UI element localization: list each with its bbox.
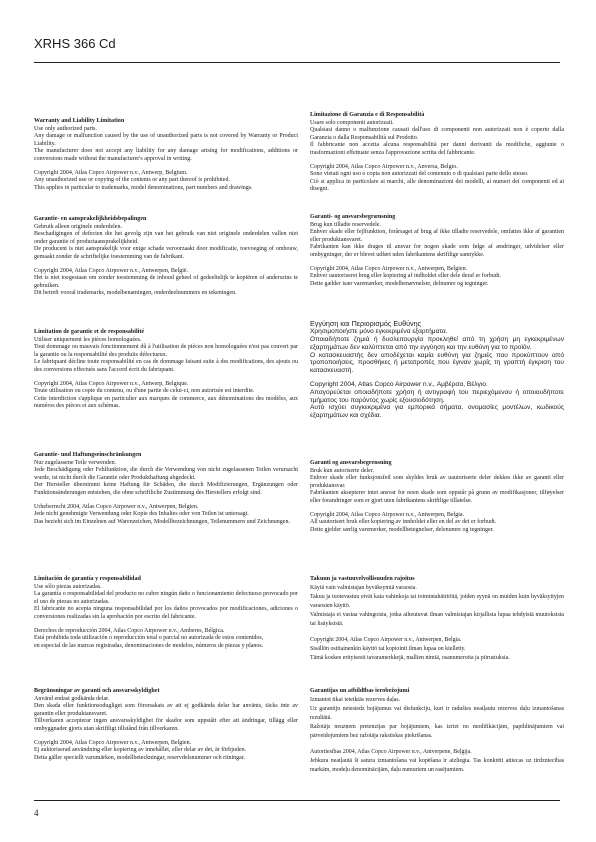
- section-paragraph: De producent is niet aansprakelijk voor enige schade veroorzaakt door modificatie, toevoeging of ombouw, gemaakt zonder de schriftelijke toestemming van de fabrikant.: [34, 246, 298, 260]
- section-paragraph: Valmistaja ei vastaa vahingoista, jotka aiheutuvat ilman valmistajan kirjallista lupaa tehdyistä muutoksista tai lisäyksistä.: [310, 612, 564, 628]
- section-title: Garanti- og ansvarsbegrænsning: [310, 214, 396, 220]
- section-paragraph: Any unauthorized use or copying of the contents or any part thereof is prohibited.: [34, 177, 230, 184]
- header-rule: [34, 62, 560, 63]
- section-paragraph: All uautorisert bruk eller kopiering av innholdet eller en del av det er forbudt.: [310, 519, 497, 526]
- section-paragraph: Copyright 2004, Atlas Copco Airpower n.v., Antwerpen, Belgien.: [34, 739, 192, 746]
- section-paragraph: Copyright 2004, Atlas Copco Airpower n.v., Antwerp, Belgique.: [34, 380, 189, 387]
- warranty-section-es: [34, 576, 298, 650]
- section-paragraph: Dette gælder især varemærker, modelbenævnelser, delnumre og tegninger.: [310, 280, 489, 287]
- section-paragraph: Uz garantiju neiesiedz bojājumus vai disfunkciju, kuri ir radušies neatļautu rezerves daļu izmantošanas rezultātā.: [310, 705, 564, 721]
- section-paragraph: Qualsiasi danno o malfunzione causati dall'uso di componenti non autorizzati non è coperto dalla Garanzia o dalla Responsabilità sul Prodotto.: [310, 127, 564, 141]
- section-paragraph: Está prohibida toda utilización o reproducción total o parcial no autorizada de estos contenidos,: [34, 635, 264, 642]
- section-title: Εγγύηση και Περιορισμός Ευθύνης: [310, 319, 422, 328]
- section-paragraph: Use only authorized parts.: [34, 125, 97, 132]
- section-paragraph: Le fabriquant décline toute responsabilité en cas de dommage faisant suite à des modifications, des ajouts ou des conversions effectués sans l'accord écrit du fabriquant.: [34, 359, 298, 373]
- section-paragraph: en especial de las marcas registradas, denominaciones de modelos, números de piezas y planos.: [34, 642, 264, 649]
- section-paragraph: El fabricante no acepta ninguna responsabilidad por los daños provocados por modificaciones, adiciones o conversiones realizadas sin la aprobación por escrito del fabricante.: [34, 606, 298, 620]
- section-paragraph: Sisällön osittainenkin käyttö tai kopiointi ilman lupaa on kielletty.: [310, 645, 466, 652]
- section-paragraph: Ο κατασκευαστής δεν αποδέχεται καμία ευθύνη για ζημιές που προκύπτουν από τροποποιήσεις, προσθήκες ή μετατροπές που έγιναν χωρίς τη γραπτή έγκριση του κατασκευαστή.: [310, 351, 564, 375]
- warranty-section-de: [34, 452, 298, 526]
- page-number: 4: [34, 808, 39, 818]
- section-paragraph: Gebruik alleen originele onderdelen.: [34, 223, 122, 230]
- section-paragraph: Sono vietati ogni uso o copia non autorizzati del contenuto o di qualsiasi parte dello stesso.: [310, 171, 529, 178]
- section-paragraph: Den skada eller funktionsodugliget som förorsakats av att ej godkända delar har använts, täcks inte av garantin eller produktansvaret.: [34, 703, 298, 717]
- section-paragraph: Takuu ja tuotevastuu eivät kata vahinkoja tai toimintahäiriöitä, joiden syynä on muiden kuin hyväksyttyjen varaosien käyttö.: [310, 593, 564, 609]
- section-paragraph: Utiliser uniquement les pièces homologuées.: [34, 336, 142, 343]
- section-paragraph: Απαγορεύεται οποιαδήποτε χρήση ή αντιγραφή του περιεχόμενου ή οποιουδήποτε τμήματος του παρόντος χωρίς εξουσιοδότηση.: [310, 388, 564, 404]
- section-paragraph: Tämä koskee erityisesti tavaramerkkejä, mallien nimiä, osanumeroita ja piirustuksia.: [310, 655, 510, 662]
- section-paragraph: Der Hersteller übernimmt keine Haftung für Schäden, die durch Modifizierungen, Ergänzungen oder Funktionsänderungen entstehen, die ohne schriftliche Zustimmung des Herstellers erfolgt sind.: [34, 482, 298, 496]
- section-title: Garantie- und Haftungseinschränkungen: [34, 452, 142, 458]
- section-title: Takuun ja vastuuvelvollisuuden rajoitus: [310, 576, 415, 582]
- section-title: Warranty and Liability Limitation: [34, 118, 125, 124]
- section-paragraph: Brug kun tilladte reservedele.: [310, 221, 381, 228]
- section-title: Garanti og ansvarsbegrensning: [310, 460, 392, 466]
- section-paragraph: Copyright 2004, Atlas Copco Airpower n.v., Antwerpen, Belgia.: [310, 511, 465, 518]
- section-title: Limitazione di Garanzia e di Responsabilità: [310, 112, 425, 118]
- warranty-section-no: [310, 460, 564, 534]
- section-paragraph: Οποιαδήποτε ζημιά ή δυσλειτουργία προκληθεί από τη χρήση μη εγκεκριμένων εξαρτημάτων δεν καλύπτεται από την εγγύηση και την ευθύνη για το προϊόν.: [310, 336, 564, 351]
- section-paragraph: Het is niet toegestaan om zonder toestemming de inhoud geheel of gedeeltelijk te kopiëren of anderszins te gebruiken.: [34, 275, 298, 289]
- section-paragraph: La garantía o responsabilidad del producto no cubre ningún daño o funcionamiento defectuoso provocado por el uso de piezas no autorizadas.: [34, 591, 298, 605]
- section-paragraph: Jede nicht genehmigte Verwendung oder Kopie des Inhaltes oder von Teilen ist untersagt.: [34, 511, 249, 518]
- section-title: Limitation de garantie et de responsabilité: [34, 329, 145, 335]
- section-paragraph: The manufacturer does not accept any liability for any damage arising for modifications, additions or conversions made without the manufacturer's approval in writing.: [34, 148, 298, 162]
- section-paragraph: Fabrikanten aksepterer intet ansvar for noen skade som oppstår på grunn av modifikasjoner, tilføyelser eller forandringer som er gjort uten fabrikantens skriftlige tillatelse.: [310, 490, 564, 504]
- section-paragraph: Använd endast godkända delar.: [34, 695, 110, 702]
- section-paragraph: Χρησιμοποιήστε μόνο εγκεκριμένα εξαρτήματα.: [310, 328, 448, 336]
- section-paragraph: Urheberrecht 2004, Atlas Copco Airpower n.v., Antwerpen, Belgien.: [34, 503, 199, 510]
- section-paragraph: Fabrikanten kan ikke drages til ansvar for nogen skade som følge af ændringer, udvidelser eller ombygninger, der er blevet udført uden fabrikantens skriftlige samtykke.: [310, 244, 564, 258]
- section-paragraph: Ciò si applica in particolare ai marchi, alle denominazioni dei modelli, ai numeri dei componenti ed ai disegni.: [310, 178, 564, 193]
- section-paragraph: Ražotājs neuzņem pretenzijas par bojājumiem, kas izriet no modifikācijām, papildinājumiem vai pārveidojumiem bez ražotāja rakstiskas piekrišanas.: [310, 724, 564, 740]
- warranty-section-en: [34, 118, 298, 192]
- section-paragraph: Bruk kun autoriserte deler.: [310, 467, 374, 474]
- section-paragraph: Tout dommage ou mauvais fonctionnement dû à l'utilisation de pièces non homologuées n'est pas couvert par la garantie ou la responsabilité des produits défectueux.: [34, 344, 298, 358]
- section-paragraph: Das bezieht sich im Einzelnen auf Warenzeichen, Modellbezeichnungen, Teilenummern und Zeichnungen.: [34, 518, 290, 525]
- section-paragraph: Copyright 2004, Atlas Copco Airpower n.v., Antwerpen, Belgia.: [310, 636, 462, 643]
- section-paragraph: Cette interdiction s'applique en particulier aux marques de commerce, aux dénominations des modèles, aux numéros des pièces et aux schémas.: [34, 395, 298, 410]
- section-title: Begränsningar av garanti och ansvarsskyldighet: [34, 688, 160, 694]
- section-paragraph: Copyright 2004, Atlas Copco Airpower n.v., Αμβέρσα, Βέλγιο.: [310, 380, 488, 388]
- section-paragraph: Dette gjelder særlig varemerker, modellbetegnelser, delenumre og tegninger.: [310, 526, 494, 533]
- warranty-section-fi: [310, 576, 564, 663]
- section-paragraph: Enhver uautoriseret brug eller kopiering af indholdet eller dele deraf er forbudt.: [310, 273, 501, 280]
- section-paragraph: Jede Beschädigung oder Fehlfunktion, die durch die Verwendung von nicht zugelassenen Teilen verursacht wurde, ist nicht durch die Garantie oder Produkthaftung abgedeckt.: [34, 467, 298, 481]
- section-paragraph: Copyright 2004, Atlas Copco Airpower n.v., Antwerp, Belgium.: [34, 169, 188, 176]
- section-paragraph: Copyright 2004, Atlas Copco Airpower n.v., Anversa, Belgio.: [310, 163, 458, 170]
- section-paragraph: Izmantot tikai ieteiktās rezerves daļas.: [310, 696, 401, 703]
- section-paragraph: This applies in particular to trademarks, model denominations, part numbers and drawings.: [34, 184, 253, 191]
- section-paragraph: Enhver skade eller fejlfunktion, forårsaget af brug af ikke tilladte reservedele, omfattes ikke af garantien eller produktansvaret.: [310, 229, 564, 243]
- warranty-section-fr: [34, 329, 298, 411]
- section-paragraph: Autortiesības 2004, Atlas Copco Airpower n.v., Antverpene, Beļģija.: [310, 748, 472, 755]
- section-paragraph: Enhver skade eller funksjonsfeil som skyldes bruk av uautoriserte deler dekkes ikke av garanti eller produktansvar.: [310, 475, 564, 489]
- section-paragraph: Derechos de reproducción 2004, Atlas Copco Airpower n.v., Amberes, Bélgica.: [34, 627, 225, 634]
- section-paragraph: Any damage or malfunction caused by the use of unauthorized parts is not covered by Warranty or Product Liability.: [34, 133, 298, 147]
- section-paragraph: Käytä vain valmistajan hyväksymiä varaosia.: [310, 584, 417, 591]
- section-paragraph: Detta gäller speciellt varumärken, modellbeteckningar, reservdelsnummer och ritningar.: [34, 754, 246, 761]
- warranty-section-nl: [34, 216, 298, 298]
- warranty-section-da: [310, 214, 564, 288]
- section-paragraph: Toute utilisation ou copie du contenu, ou d'une partie de celui-ci, non autorisée est interdite.: [34, 388, 255, 395]
- document-title: XRHS 366 Cd: [34, 36, 116, 51]
- warranty-section-el: [310, 320, 564, 420]
- section-paragraph: Copyright 2004, Atlas Copco Airpower n.v., Antwerpen, België.: [34, 267, 189, 274]
- section-paragraph: Dit betreft vooral trademarks, modelbenamingen, onderdeelnummers en tekeningen.: [34, 290, 237, 297]
- section-title: Limitación de garantía y responsabilidad: [34, 576, 141, 582]
- section-paragraph: Nur zugelassene Teile verwenden.: [34, 459, 117, 466]
- section-paragraph: Beschadigingen of defecten die het gevolg zijn van het gebruik van niet originele onderdelen vallen niet onder garantie of productaansprakelijkheid.: [34, 231, 298, 245]
- section-paragraph: Il fabbricante non accetta alcuna responsabilità per danni derivanti da modifiche, aggiunte o trasformazioni effettuate senza l'approvazione scritta del fabbricante.: [310, 142, 564, 156]
- section-paragraph: Usare solo componenti autorizzati.: [310, 119, 394, 126]
- warranty-section-it: [310, 112, 564, 194]
- section-paragraph: Ej auktoriserad användning eller kopiering av innehållet, eller delar av det, är förbjuden.: [34, 747, 247, 754]
- warranty-section-sv: [34, 688, 298, 762]
- warranty-section-lv: [310, 688, 564, 775]
- footer-rule: [34, 800, 560, 801]
- section-paragraph: Αυτό ισχύει συγκεκριμένα για εμπορικά σήματα, ονομασίες μοντέλων, κωδικούς εξαρτημάτων και σχέδια.: [310, 404, 564, 420]
- section-paragraph: Jebkura neatļautā šī satura izmantošana vai kopēšana ir aizliegta. Tas konkrēti attiecas uz tirdzniecības markām, modeļu denominācijām, daļu numuriem un rasējumiem.: [310, 757, 564, 774]
- section-paragraph: Copyright 2004, Atlas Copco Airpower n.v., Antwerpen, Belgien.: [310, 265, 468, 272]
- section-title: Garantijas un atbildības ierobežojumi: [310, 688, 410, 694]
- section-paragraph: Tillverkaren accepterar ingen ansvarsskyldighet för skador som uppstått efter att ändringar, tillägg eller ombyggnader gjorts utan skriftligt tillstånd från tillverkaren.: [34, 718, 298, 732]
- section-paragraph: Use sólo piezas autorizadas.: [34, 583, 102, 590]
- section-title: Garantie- en aansprakelijkheidsbepalingen: [34, 216, 147, 222]
